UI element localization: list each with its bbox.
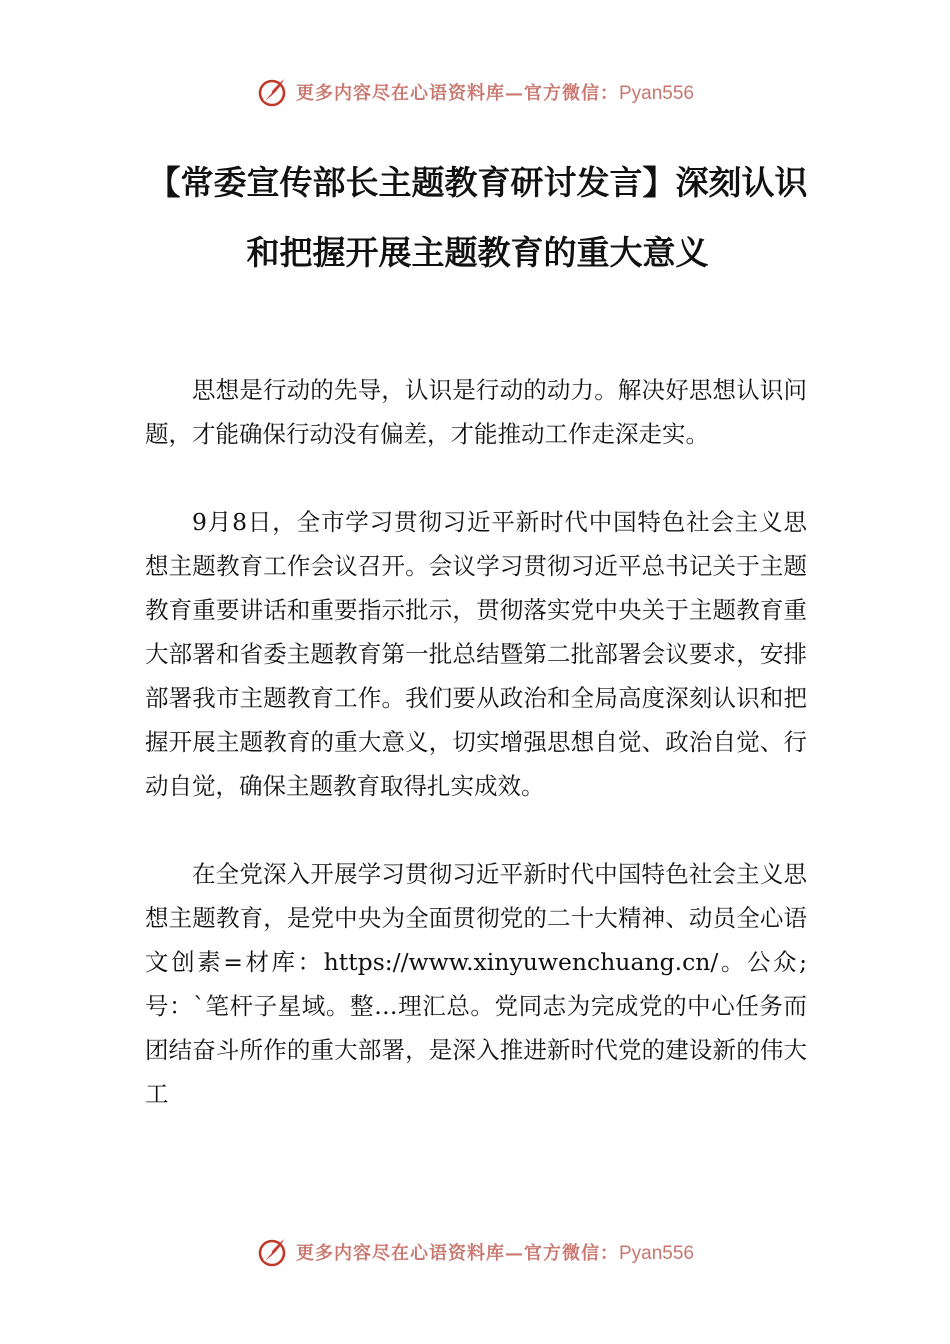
quill-logo-icon: [256, 1236, 288, 1268]
paragraph-1: 思想是行动的先导，认识是行动的动力。解决好思想认识问题，才能确保行动没有偏差，才能推动工作走深走实。: [145, 376, 807, 448]
header-watermark-banner: [0, 72, 950, 112]
banner-text: 更多内容尽在心语资料库—官方微信：Pyan556: [295, 83, 694, 104]
wechat-id: Pyan556: [618, 83, 694, 104]
paragraph-2: 9月8日，全市学习贯彻习近平新时代中国特色社会主义思想主题教育工作会议召开。会议学习贯彻习近平总书记关于主题教育重要讲话和重要指示批示，贯彻落实党中央关于主题教育重大部署和省委主题教育第一批总结暨第二批部署会议要求，安排部署我市主题教育工作。我们要从政治和全局高度深刻认识和把握开展主题教育的重大意义，切实增强思想自觉、政治自觉、行动自觉，确保主题教育取得扎实成效。: [145, 508, 807, 800]
document-body: [145, 368, 807, 1160]
quill-logo-icon: [256, 76, 288, 108]
footer-watermark-banner: [0, 1232, 950, 1272]
banner-text: 更多内容尽在心语资料库—官方微信：Pyan556: [295, 1243, 694, 1264]
wechat-id: Pyan556: [618, 1243, 694, 1264]
paragraph-3: 在全党深入开展学习贯彻习近平新时代中国特色社会主义思想主题教育，是党中央为全面贯彻党的二十大精神、动员全心语文创素=材库：https://www.xinyuwenchuang.cn/。公众;号：`笔杆子星域。整…理汇总。党同志为完成党的中心任务而团结奋斗所作的重大部署，是深入推进新时代党的建设新的伟大工: [145, 860, 807, 1108]
document-title: 【常委宣传部长主题教育研讨发言】深刻认识和把握开展主题教育的重大意义: [147, 163, 808, 272]
